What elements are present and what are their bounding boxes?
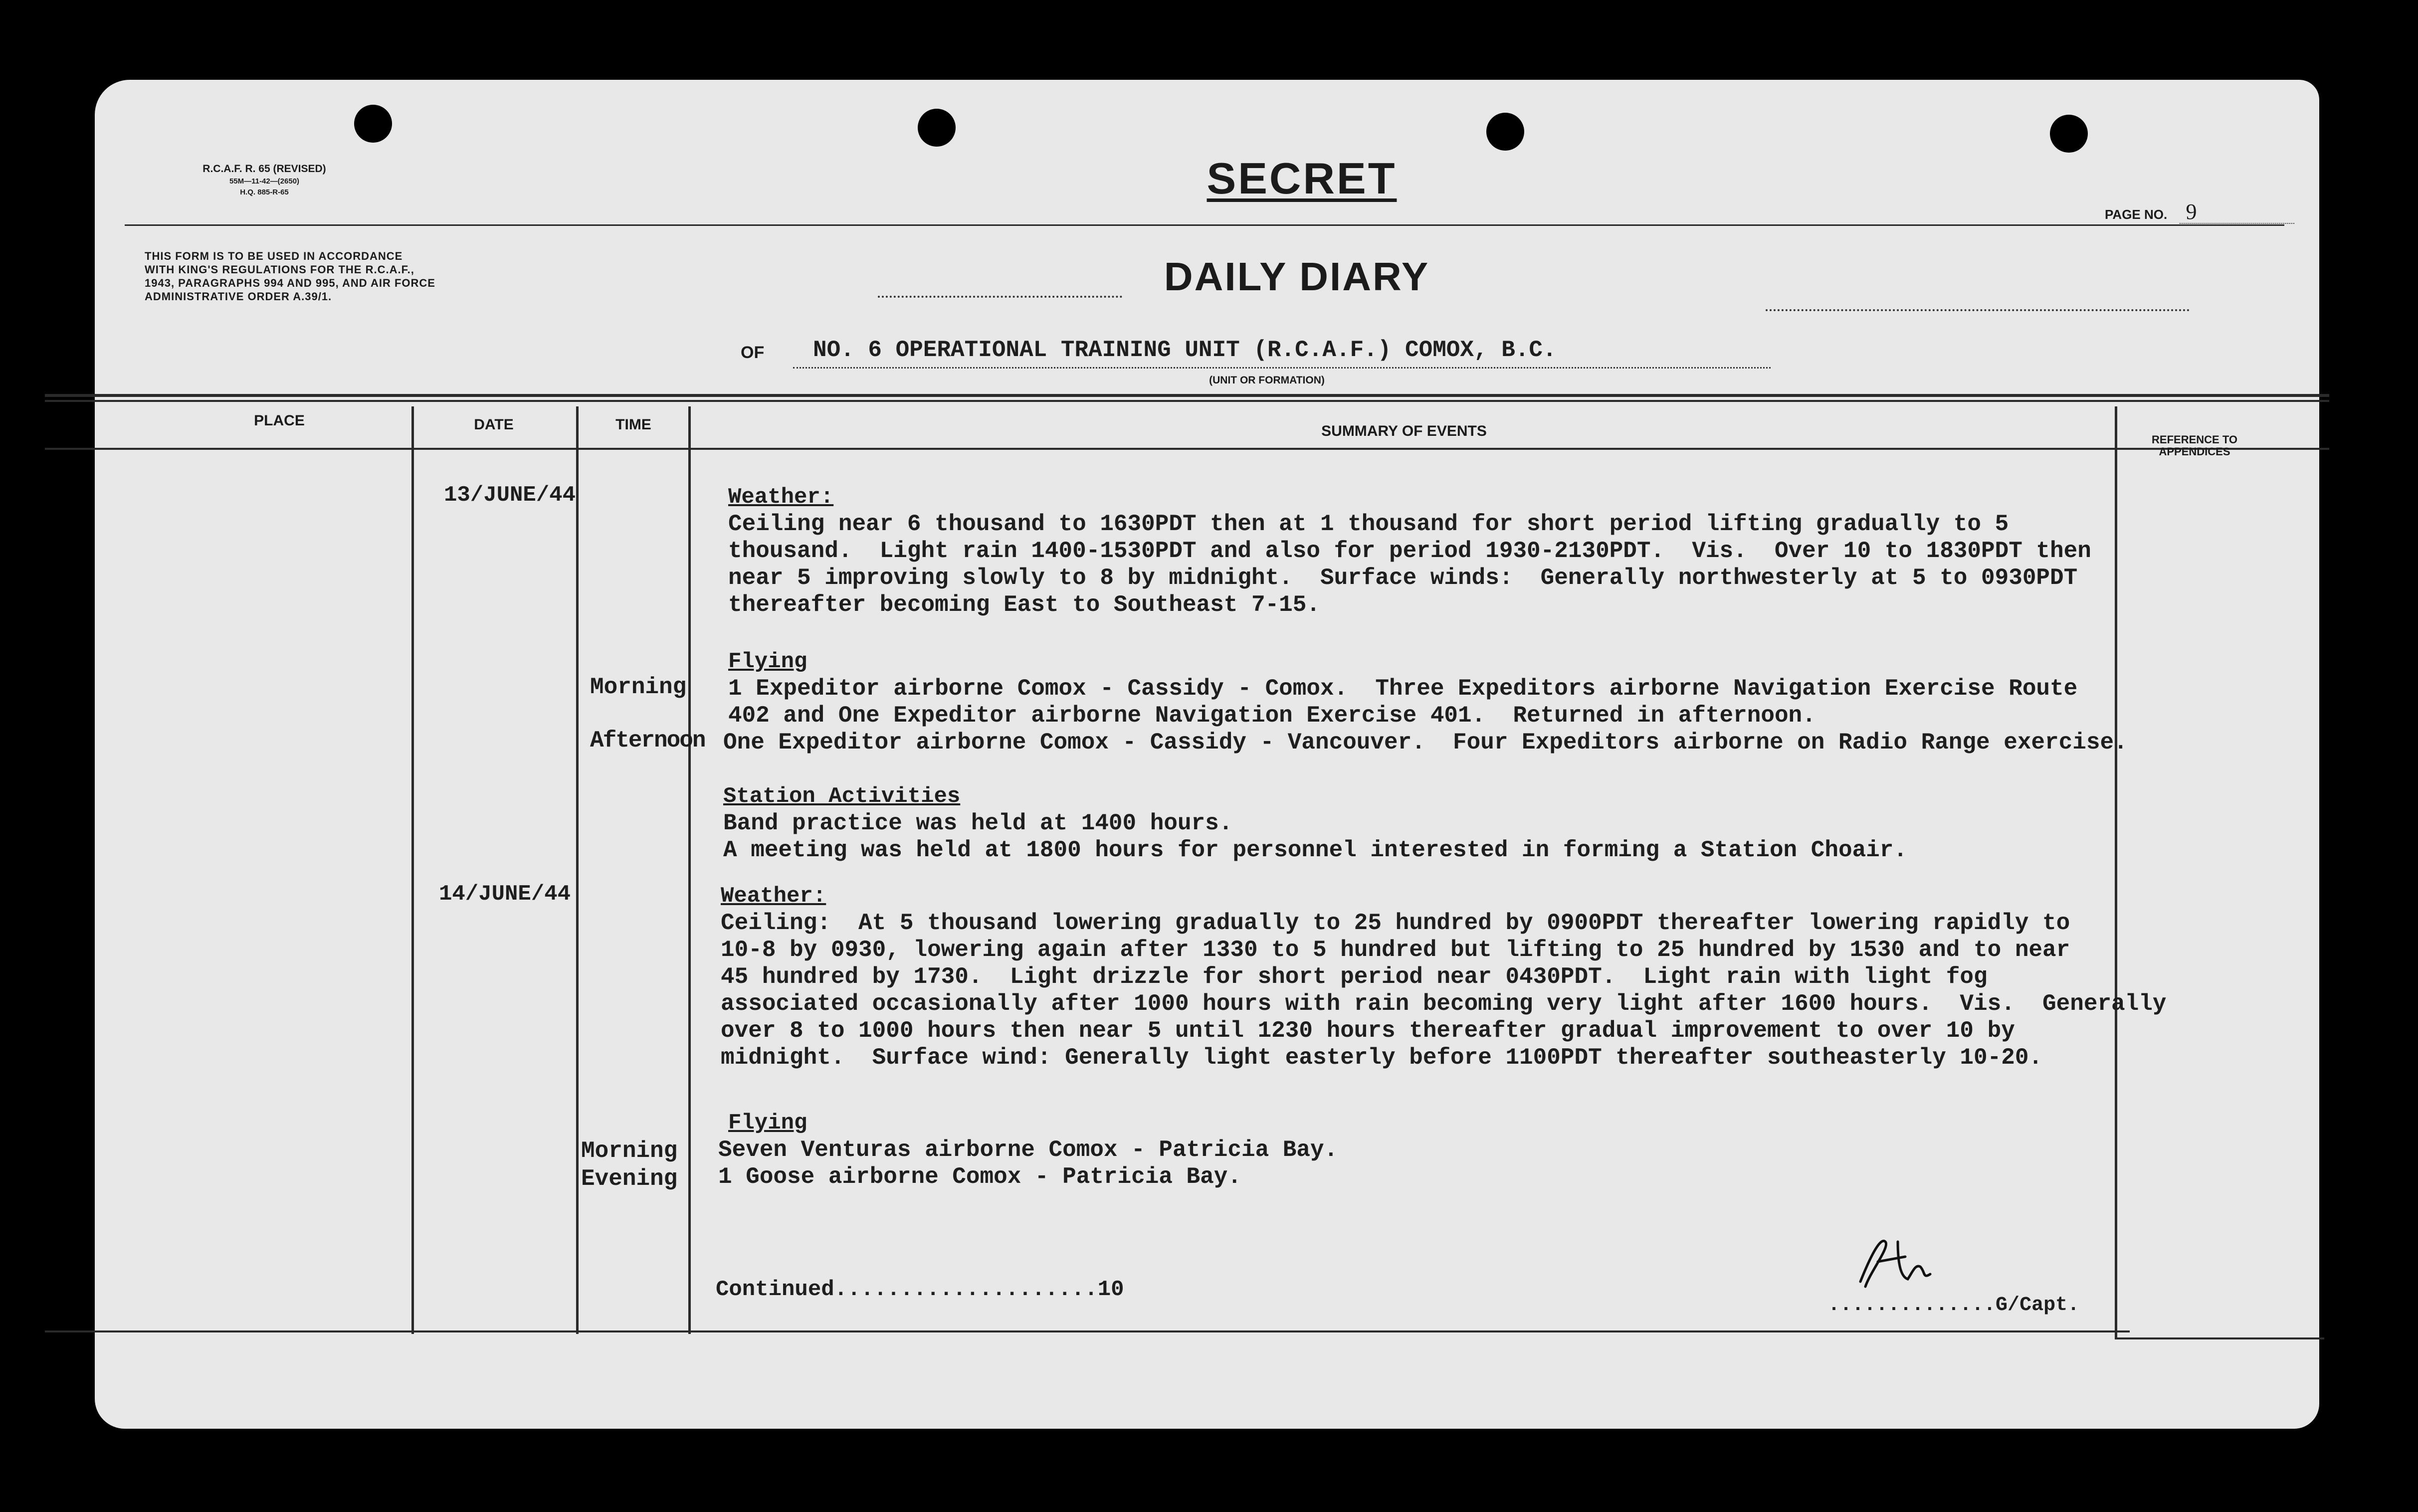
handwritten-signature: [1850, 1227, 1945, 1292]
entry-time: Evening: [581, 1166, 678, 1192]
page-title: DAILY DIARY: [1164, 254, 1430, 299]
page-number: 9: [2186, 199, 2197, 224]
punch-hole: [354, 105, 392, 143]
form-instructions: [145, 249, 544, 303]
title-leader: [1766, 309, 2190, 311]
table-top-rule: [45, 394, 2329, 397]
diary-sheet: [95, 80, 2319, 1429]
column-divider: [576, 406, 579, 1334]
header-rule: [125, 224, 2284, 226]
page-number-field: [2105, 199, 2197, 224]
entry-line: Ceiling near 6 thousand to 1630PDT then at 1 thousand for short period lifting gradually to 5: [728, 511, 2009, 537]
signature-line: ..............G/Capt.: [1828, 1294, 2080, 1317]
column-header-time: TIME: [615, 416, 651, 433]
entry-line: midnight. Surface wind: Generally light easterly before 1100PDT thereafter southeasterly 10-20.: [721, 1045, 2043, 1071]
entry-line: A meeting was held at 1800 hours for personnel interested in forming a Station Choair.: [723, 837, 1907, 863]
section-heading: Weather:: [728, 485, 834, 510]
entry-line: 10-8 by 0930, lowering again after 1330 to 5 hundred but lifting to 25 hundred by 1530 and to near: [721, 937, 2070, 963]
instruction-line: ADMINISTRATIVE ORDER A.39/1.: [145, 290, 332, 303]
flying-entry: [718, 1110, 1338, 1190]
weather-entry: [721, 883, 2166, 1071]
continued-note: Continued....................10: [716, 1277, 1124, 1302]
page-number-underline: [2180, 223, 2294, 224]
form-id-line: 55M—11-42—(2650): [229, 177, 300, 186]
column-header-place: PLACE: [254, 412, 305, 429]
section-heading: Flying: [728, 1111, 807, 1135]
entry-line: 1 Goose airborne Comox - Patricia Bay.: [718, 1164, 1241, 1190]
unit-caption: (UNIT OR FORMATION): [1209, 375, 1325, 386]
section-heading: Weather:: [721, 884, 826, 909]
page-label: PAGE NO.: [2105, 207, 2168, 222]
table-bottom-rule: [2115, 1337, 2324, 1339]
entry-time: Afternoon: [590, 728, 705, 754]
punch-hole: [918, 109, 956, 147]
entry-line: 402 and One Expeditor airborne Navigation Exercise 401. Returned in afternoon.: [728, 703, 1816, 729]
instruction-line: WITH KING'S REGULATIONS FOR THE R.C.A.F.,: [145, 263, 414, 276]
column-header-rule: [45, 448, 2329, 450]
column-header-reference: REFERENCE TO APPENDICES: [2152, 433, 2237, 458]
station-activities-entry: [723, 783, 1907, 864]
column-header-summary: SUMMARY OF EVENTS: [1321, 423, 1487, 439]
table-top-rule: [45, 400, 2329, 402]
column-divider: [2115, 406, 2117, 1339]
entry-line: thereafter becoming East to Southeast 7-15.: [728, 592, 1320, 618]
entry-date: 13/JUNE/44: [444, 483, 576, 508]
entry-line: near 5 improving slowly to 8 by midnight. Surface winds: Generally northwesterly at 5 to 0930PDT: [728, 565, 2078, 591]
section-heading: Flying: [728, 649, 807, 674]
entry-time: Morning: [590, 674, 687, 700]
entry-line: Band practice was held at 1400 hours.: [723, 810, 1233, 836]
entry-time: Morning: [581, 1138, 678, 1164]
flying-entry: [723, 648, 2128, 756]
instruction-line: 1943, PARAGRAPHS 994 AND 995, AND AIR FORCE: [145, 277, 435, 289]
column-header-date: DATE: [474, 416, 514, 433]
unit-name: NO. 6 OPERATIONAL TRAINING UNIT (R.C.A.F.) COMOX, B.C.: [813, 337, 1557, 363]
entry-line: thousand. Light rain 1400-1530PDT and also for period 1930-2130PDT. Vis. Over 10 to 1830PDT then: [728, 538, 2091, 564]
form-id-line: R.C.A.F. R. 65 (REVISED): [202, 163, 326, 175]
entry-line: One Expeditor airborne Comox - Cassidy - Vancouver. Four Expeditors airborne on Radio Range exercise.: [723, 730, 2128, 756]
entry-line: 45 hundred by 1730. Light drizzle for short period near 0430PDT. Light rain with light fog: [721, 964, 1988, 990]
punch-hole: [2050, 115, 2088, 153]
column-divider: [411, 406, 414, 1334]
entry-line: associated occasionally after 1000 hours with rain becoming very light after 1600 hours. Vis. Generally: [721, 991, 2167, 1017]
of-label: OF: [741, 343, 765, 362]
column-divider: [688, 406, 691, 1334]
classification-stamp: SECRET: [1207, 154, 1397, 203]
entry-line: 1 Expeditor airborne Comox - Cassidy - Comox. Three Expeditors airborne Navigation Exercise Route: [728, 676, 2078, 702]
entry-date: 14/JUNE/44: [439, 882, 571, 907]
instruction-line: THIS FORM IS TO BE USED IN ACCORDANCE: [145, 250, 403, 262]
section-heading: Station Activities: [723, 784, 961, 809]
unit-underline: [793, 367, 1771, 369]
entry-line: Seven Venturas airborne Comox - Patricia Bay.: [718, 1137, 1338, 1163]
weather-entry: [728, 484, 2091, 618]
punch-hole: [1486, 113, 1524, 151]
table-bottom-rule: [45, 1330, 2130, 1332]
entry-line: over 8 to 1000 hours then near 5 until 1230 hours thereafter gradual improvement to over 10 by: [721, 1018, 2015, 1044]
form-id-line: H.Q. 885-R-65: [240, 188, 289, 196]
entry-line: Ceiling: At 5 thousand lowering gradually to 25 hundred by 0900PDT thereafter lowering rapidly to: [721, 910, 2070, 936]
form-id: [155, 162, 374, 198]
